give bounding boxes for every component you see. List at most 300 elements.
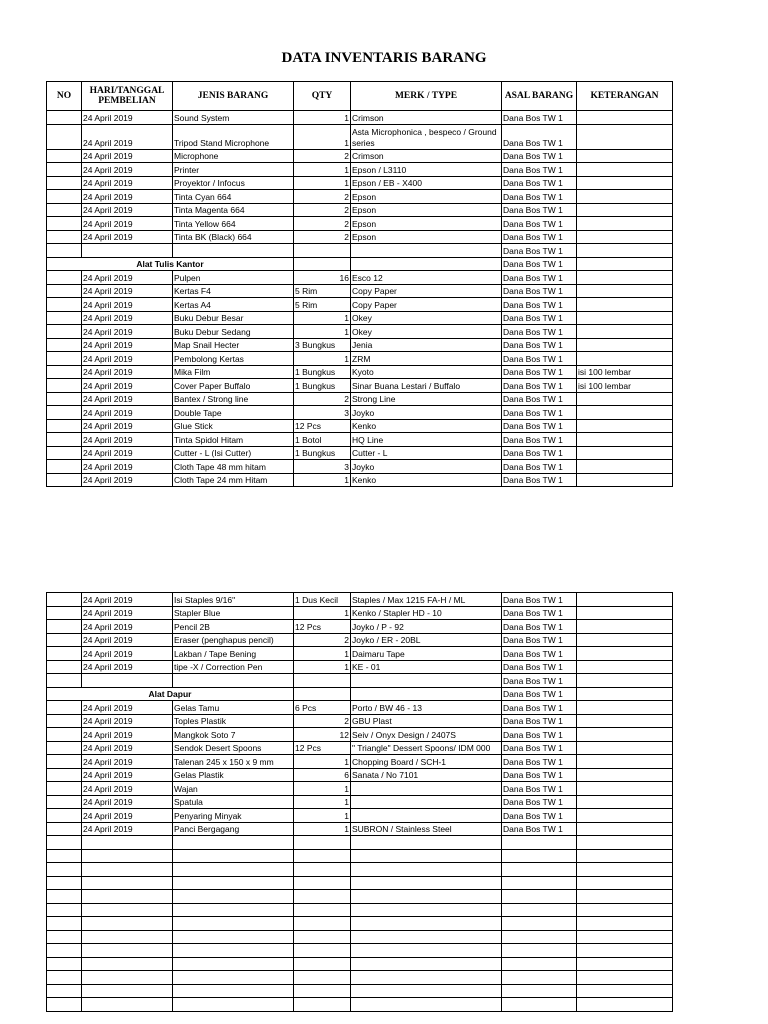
date-cell: 24 April 2019 <box>82 230 173 244</box>
asal-cell <box>502 971 577 985</box>
item-cell: Proyektor / Infocus <box>173 176 294 190</box>
no-cell <box>47 930 82 944</box>
table-row <box>47 124 673 149</box>
inventory-table-2 <box>46 592 673 1012</box>
table-row <box>47 460 673 474</box>
keterangan-cell <box>577 930 673 944</box>
date-cell <box>82 849 173 863</box>
asal-cell: Dana Bos TW 1 <box>502 660 577 674</box>
table-row <box>47 311 673 325</box>
table-row <box>47 876 673 890</box>
keterangan-cell <box>577 701 673 715</box>
item-cell: Toples Plastik <box>173 714 294 728</box>
asal-cell: Dana Bos TW 1 <box>502 809 577 823</box>
keterangan-cell <box>577 419 673 433</box>
qty-cell: 2 <box>294 714 351 728</box>
item-cell: Panci Bergagang <box>173 822 294 836</box>
date-cell: 24 April 2019 <box>82 446 173 460</box>
merk-cell: Staples / Max 1215 FA-H / ML <box>351 593 502 607</box>
asal-cell: Dana Bos TW 1 <box>502 284 577 298</box>
merk-cell: Jenia <box>351 338 502 352</box>
qty-cell <box>294 944 351 958</box>
date-cell: 24 April 2019 <box>82 473 173 487</box>
asal-cell: Dana Bos TW 1 <box>502 338 577 352</box>
asal-cell <box>502 957 577 971</box>
asal-cell: Dana Bos TW 1 <box>502 446 577 460</box>
no-cell <box>47 593 82 607</box>
merk-cell: Joyko / P - 92 <box>351 620 502 634</box>
no-cell <box>47 338 82 352</box>
table-row <box>47 244 673 258</box>
qty-cell: 1 <box>294 325 351 339</box>
date-cell: 24 April 2019 <box>82 163 173 177</box>
qty-cell: 2 <box>294 190 351 204</box>
item-cell <box>173 836 294 850</box>
item-cell <box>173 998 294 1012</box>
date-cell: 24 April 2019 <box>82 325 173 339</box>
qty-cell <box>294 836 351 850</box>
table-row <box>47 406 673 420</box>
qty-cell: 1 <box>294 782 351 796</box>
table-row <box>47 957 673 971</box>
table-row <box>47 190 673 204</box>
merk-cell: HQ Line <box>351 433 502 447</box>
keterangan-cell <box>577 338 673 352</box>
asal-cell <box>502 930 577 944</box>
table-row <box>47 795 673 809</box>
date-cell: 24 April 2019 <box>82 460 173 474</box>
item-cell: Double Tape <box>173 406 294 420</box>
merk-cell <box>351 244 502 258</box>
asal-cell: Dana Bos TW 1 <box>502 768 577 782</box>
date-cell: 24 April 2019 <box>82 433 173 447</box>
item-cell: Microphone <box>173 149 294 163</box>
merk-cell: Copy Paper <box>351 298 502 312</box>
no-cell <box>47 876 82 890</box>
item-cell: Tinta Cyan 664 <box>173 190 294 204</box>
asal-cell: Dana Bos TW 1 <box>502 352 577 366</box>
item-cell: Tinta Yellow 664 <box>173 217 294 231</box>
no-cell <box>47 768 82 782</box>
no-cell <box>47 446 82 460</box>
merk-cell <box>351 687 502 701</box>
keterangan-cell <box>577 325 673 339</box>
qty-cell <box>294 244 351 258</box>
table-row <box>47 203 673 217</box>
no-cell <box>47 419 82 433</box>
merk-cell: Joyko <box>351 460 502 474</box>
qty-cell: 2 <box>294 217 351 231</box>
asal-cell: Dana Bos TW 1 <box>502 365 577 379</box>
asal-cell: Dana Bos TW 1 <box>502 647 577 661</box>
merk-cell: GBU Plast <box>351 714 502 728</box>
table-row <box>47 863 673 877</box>
qty-cell: 5 Rim <box>294 284 351 298</box>
section-label: Alat Tulis Kantor <box>47 257 294 271</box>
keterangan-cell <box>577 392 673 406</box>
table-row <box>47 849 673 863</box>
no-cell <box>47 782 82 796</box>
keterangan-cell <box>577 460 673 474</box>
item-cell <box>173 890 294 904</box>
asal-cell: Dana Bos TW 1 <box>502 149 577 163</box>
table-row <box>47 728 673 742</box>
qty-cell: 16 <box>294 271 351 285</box>
date-cell <box>82 930 173 944</box>
no-cell <box>47 674 82 688</box>
merk-cell <box>351 903 502 917</box>
table-row <box>47 809 673 823</box>
keterangan-cell <box>577 217 673 231</box>
keterangan-cell <box>577 149 673 163</box>
item-cell <box>173 957 294 971</box>
date-cell <box>82 998 173 1012</box>
item-cell <box>173 903 294 917</box>
item-cell: Buku Debur Besar <box>173 311 294 325</box>
table-row <box>47 338 673 352</box>
keterangan-cell <box>577 809 673 823</box>
asal-cell: Dana Bos TW 1 <box>502 473 577 487</box>
qty-cell: 3 <box>294 460 351 474</box>
item-cell: Mangkok Soto 7 <box>173 728 294 742</box>
item-cell <box>173 984 294 998</box>
qty-cell: 1 Dus Kecil <box>294 593 351 607</box>
no-cell <box>47 217 82 231</box>
date-cell <box>82 876 173 890</box>
merk-cell <box>351 836 502 850</box>
table-row <box>47 971 673 985</box>
table-row <box>47 111 673 125</box>
keterangan-cell <box>577 660 673 674</box>
date-cell <box>82 957 173 971</box>
item-cell: Bantex / Strong line <box>173 392 294 406</box>
table-row <box>47 822 673 836</box>
no-cell <box>47 903 82 917</box>
item-cell: Map Snail Hecter <box>173 338 294 352</box>
keterangan-cell <box>577 473 673 487</box>
keterangan-cell <box>577 620 673 634</box>
keterangan-cell <box>577 111 673 125</box>
table-row <box>47 782 673 796</box>
keterangan-cell <box>577 674 673 688</box>
keterangan-cell <box>577 203 673 217</box>
qty-cell: 1 Bungkus <box>294 379 351 393</box>
merk-cell <box>351 795 502 809</box>
table-row <box>47 701 673 715</box>
item-cell: Tripod Stand Microphone <box>173 124 294 149</box>
asal-cell: Dana Bos TW 1 <box>502 419 577 433</box>
item-cell: Cutter - L (Isi Cutter) <box>173 446 294 460</box>
table-row <box>47 903 673 917</box>
date-cell: 24 April 2019 <box>82 124 173 149</box>
qty-cell: 2 <box>294 149 351 163</box>
date-cell: 24 April 2019 <box>82 728 173 742</box>
item-cell <box>173 944 294 958</box>
merk-cell: Copy Paper <box>351 284 502 298</box>
asal-cell: Dana Bos TW 1 <box>502 822 577 836</box>
keterangan-cell <box>577 863 673 877</box>
no-cell <box>47 998 82 1012</box>
asal-cell: Dana Bos TW 1 <box>502 687 577 701</box>
no-cell <box>47 203 82 217</box>
qty-cell: 5 Rim <box>294 298 351 312</box>
no-cell <box>47 311 82 325</box>
qty-cell: 12 Pcs <box>294 741 351 755</box>
date-cell <box>82 890 173 904</box>
keterangan-cell <box>577 822 673 836</box>
merk-cell: Kenko <box>351 419 502 433</box>
keterangan-cell <box>577 647 673 661</box>
item-cell: Cover Paper Buffalo <box>173 379 294 393</box>
no-cell <box>47 365 82 379</box>
no-cell <box>47 124 82 149</box>
merk-cell: Porto / BW 46 - 13 <box>351 701 502 715</box>
item-cell: Gelas Plastik <box>173 768 294 782</box>
merk-cell <box>351 971 502 985</box>
merk-cell: Okey <box>351 311 502 325</box>
no-cell <box>47 647 82 661</box>
item-cell: Sendok Desert Spoons <box>173 741 294 755</box>
keterangan-cell <box>577 890 673 904</box>
no-cell <box>47 755 82 769</box>
merk-cell <box>351 930 502 944</box>
no-cell <box>47 230 82 244</box>
merk-cell <box>351 863 502 877</box>
date-cell: 24 April 2019 <box>82 606 173 620</box>
date-cell <box>82 863 173 877</box>
table-row <box>47 660 673 674</box>
keterangan-cell <box>577 257 673 271</box>
no-cell <box>47 176 82 190</box>
keterangan-cell <box>577 124 673 149</box>
qty-cell <box>294 849 351 863</box>
asal-cell: Dana Bos TW 1 <box>502 176 577 190</box>
merk-cell <box>351 984 502 998</box>
merk-cell: Crimson <box>351 149 502 163</box>
qty-cell: 2 <box>294 633 351 647</box>
asal-cell: Dana Bos TW 1 <box>502 593 577 607</box>
item-cell: Wajan <box>173 782 294 796</box>
merk-cell: ZRM <box>351 352 502 366</box>
asal-cell: Dana Bos TW 1 <box>502 795 577 809</box>
asal-cell <box>502 917 577 931</box>
merk-cell: Epson / L3110 <box>351 163 502 177</box>
date-cell: 24 April 2019 <box>82 392 173 406</box>
qty-cell: 6 <box>294 768 351 782</box>
merk-cell: Okey <box>351 325 502 339</box>
keterangan-cell: isi 100 lembar <box>577 365 673 379</box>
asal-cell: Dana Bos TW 1 <box>502 271 577 285</box>
merk-cell <box>351 257 502 271</box>
table-row <box>47 890 673 904</box>
merk-cell <box>351 998 502 1012</box>
date-cell <box>82 244 173 258</box>
keterangan-cell <box>577 795 673 809</box>
asal-cell: Dana Bos TW 1 <box>502 190 577 204</box>
merk-cell: Epson <box>351 217 502 231</box>
table-row <box>47 984 673 998</box>
no-cell <box>47 325 82 339</box>
asal-cell: Dana Bos TW 1 <box>502 782 577 796</box>
table-row <box>47 298 673 312</box>
asal-cell: Dana Bos TW 1 <box>502 674 577 688</box>
date-cell: 24 April 2019 <box>82 809 173 823</box>
qty-cell: 1 <box>294 809 351 823</box>
no-cell <box>47 714 82 728</box>
date-cell: 24 April 2019 <box>82 379 173 393</box>
no-cell <box>47 741 82 755</box>
merk-cell: Epson <box>351 190 502 204</box>
qty-cell: 12 Pcs <box>294 620 351 634</box>
table-row <box>47 392 673 406</box>
qty-cell: 1 Bungkus <box>294 365 351 379</box>
no-cell <box>47 971 82 985</box>
asal-cell <box>502 836 577 850</box>
asal-cell: Dana Bos TW 1 <box>502 163 577 177</box>
header-qty: QTY <box>294 82 351 111</box>
asal-cell <box>502 944 577 958</box>
qty-cell: 2 <box>294 392 351 406</box>
keterangan-cell <box>577 917 673 931</box>
no-cell <box>47 701 82 715</box>
qty-cell <box>294 957 351 971</box>
keterangan-cell <box>577 433 673 447</box>
no-cell <box>47 620 82 634</box>
qty-cell <box>294 674 351 688</box>
no-cell <box>47 984 82 998</box>
no-cell <box>47 944 82 958</box>
item-cell: Cloth Tape 24 mm Hitam <box>173 473 294 487</box>
qty-cell <box>294 917 351 931</box>
no-cell <box>47 392 82 406</box>
date-cell: 24 April 2019 <box>82 419 173 433</box>
table-row <box>47 647 673 661</box>
qty-cell: 1 <box>294 795 351 809</box>
qty-cell: 1 <box>294 606 351 620</box>
no-cell <box>47 863 82 877</box>
item-cell <box>173 971 294 985</box>
merk-cell: Sanata / No 7101 <box>351 768 502 782</box>
qty-cell: 1 Bungkus <box>294 446 351 460</box>
table-row <box>47 755 673 769</box>
qty-cell <box>294 998 351 1012</box>
merk-cell: SUBRON / Stainless Steel <box>351 822 502 836</box>
date-cell: 24 April 2019 <box>82 620 173 634</box>
item-cell: Pencil 2B <box>173 620 294 634</box>
qty-cell: 1 <box>294 176 351 190</box>
item-cell <box>173 917 294 931</box>
table-row <box>47 446 673 460</box>
asal-cell: Dana Bos TW 1 <box>502 311 577 325</box>
item-cell <box>173 876 294 890</box>
date-cell: 24 April 2019 <box>82 647 173 661</box>
table-row <box>47 365 673 379</box>
asal-cell: Dana Bos TW 1 <box>502 460 577 474</box>
no-cell <box>47 190 82 204</box>
keterangan-cell <box>577 998 673 1012</box>
no-cell <box>47 406 82 420</box>
date-cell: 24 April 2019 <box>82 365 173 379</box>
keterangan-cell <box>577 190 673 204</box>
keterangan-cell: isi 100 lembar <box>577 379 673 393</box>
table-row <box>47 917 673 931</box>
asal-cell <box>502 849 577 863</box>
section-row <box>47 257 673 271</box>
item-cell: tipe -X / Correction Pen <box>173 660 294 674</box>
qty-cell <box>294 930 351 944</box>
merk-cell: KE - 01 <box>351 660 502 674</box>
table-row <box>47 674 673 688</box>
merk-cell <box>351 782 502 796</box>
date-cell: 24 April 2019 <box>82 660 173 674</box>
date-cell: 24 April 2019 <box>82 406 173 420</box>
table-row <box>47 836 673 850</box>
header-keterangan: KETERANGAN <box>577 82 673 111</box>
qty-cell: 1 <box>294 124 351 149</box>
merk-cell: Kenko / Stapler HD - 10 <box>351 606 502 620</box>
header-row <box>47 82 673 111</box>
date-cell <box>82 944 173 958</box>
date-cell: 24 April 2019 <box>82 271 173 285</box>
item-cell: Pulpen <box>173 271 294 285</box>
asal-cell: Dana Bos TW 1 <box>502 755 577 769</box>
date-cell: 24 April 2019 <box>82 149 173 163</box>
no-cell <box>47 352 82 366</box>
no-cell <box>47 728 82 742</box>
table-row <box>47 741 673 755</box>
table-row <box>47 606 673 620</box>
no-cell <box>47 795 82 809</box>
date-cell: 24 April 2019 <box>82 203 173 217</box>
merk-cell <box>351 917 502 931</box>
qty-cell: 1 <box>294 647 351 661</box>
keterangan-cell <box>577 311 673 325</box>
merk-cell: Daimaru Tape <box>351 647 502 661</box>
asal-cell: Dana Bos TW 1 <box>502 633 577 647</box>
qty-cell: 1 <box>294 352 351 366</box>
item-cell: Isi Staples 9/16" <box>173 593 294 607</box>
qty-cell: 1 <box>294 111 351 125</box>
no-cell <box>47 809 82 823</box>
date-cell: 24 April 2019 <box>82 352 173 366</box>
qty-cell <box>294 903 351 917</box>
no-cell <box>47 271 82 285</box>
qty-cell: 3 Bungkus <box>294 338 351 352</box>
qty-cell: 1 Botol <box>294 433 351 447</box>
merk-cell: Sinar Buana Lestari / Buffalo <box>351 379 502 393</box>
asal-cell: Dana Bos TW 1 <box>502 257 577 271</box>
merk-cell <box>351 809 502 823</box>
date-cell: 24 April 2019 <box>82 782 173 796</box>
item-cell: Eraser (penghapus pencil) <box>173 633 294 647</box>
asal-cell: Dana Bos TW 1 <box>502 728 577 742</box>
qty-cell: 12 <box>294 728 351 742</box>
item-cell: Printer <box>173 163 294 177</box>
qty-cell: 1 <box>294 473 351 487</box>
item-cell: Glue Stick <box>173 419 294 433</box>
date-cell <box>82 903 173 917</box>
no-cell <box>47 433 82 447</box>
table-row <box>47 163 673 177</box>
asal-cell: Dana Bos TW 1 <box>502 392 577 406</box>
item-cell <box>173 849 294 863</box>
keterangan-cell <box>577 836 673 850</box>
table-row <box>47 352 673 366</box>
asal-cell <box>502 903 577 917</box>
qty-cell: 1 <box>294 311 351 325</box>
table-row <box>47 284 673 298</box>
no-cell <box>47 149 82 163</box>
